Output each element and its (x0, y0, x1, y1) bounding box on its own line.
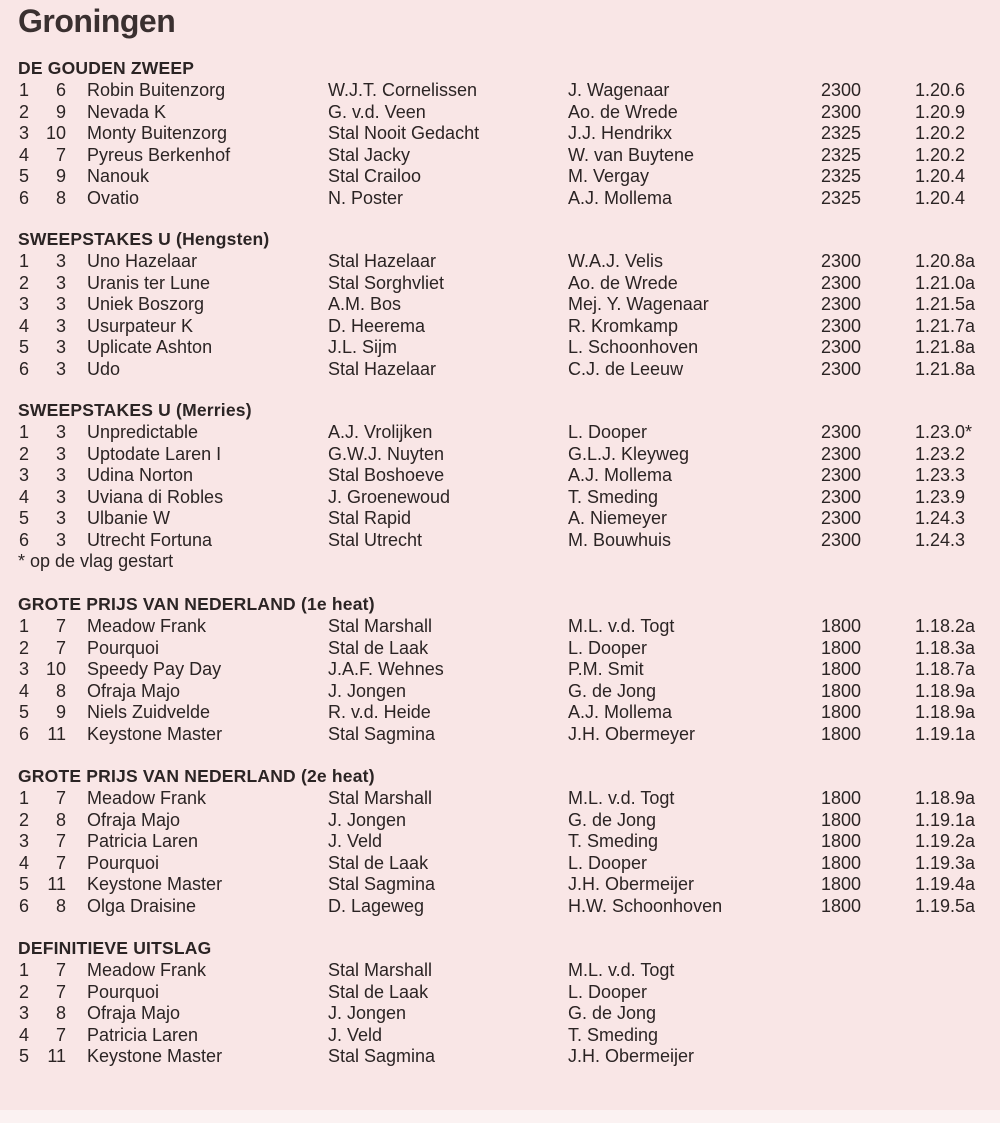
start-number: 11 (47, 723, 66, 744)
start-number: 3 (55, 529, 66, 550)
horse-name: Uviana di Robles (87, 486, 224, 507)
time: 1.19.5a (915, 895, 976, 916)
owner: J. Jongen (328, 1003, 407, 1023)
distance: 1800 (821, 831, 862, 851)
driver: A.J. Mollema (568, 465, 673, 485)
driver: G.L.J. Kleyweg (568, 443, 690, 464)
position: 6 (19, 895, 30, 916)
distance: 2300 (821, 465, 862, 485)
section-heading: GROTE PRIJS VAN NEDERLAND (1e heat) (18, 594, 375, 614)
horse-name: Udina Norton (87, 465, 194, 485)
driver: Mej. Y. Wagenaar (568, 294, 709, 314)
owner: D. Lageweg (328, 895, 425, 916)
start-number: 9 (55, 702, 66, 722)
position: 6 (19, 358, 30, 379)
result-row (0, 702, 1000, 724)
result-row (0, 853, 1000, 875)
start-number: 9 (55, 101, 66, 122)
start-number: 6 (55, 80, 66, 100)
horse-name: Udo (87, 358, 121, 379)
distance: 2300 (821, 80, 862, 100)
distance: 2325 (821, 166, 862, 186)
owner: Stal Rapid (328, 508, 412, 528)
horse-name: Pourquoi (87, 981, 160, 1002)
owner: J. Veld (328, 831, 383, 851)
result-row (0, 487, 1000, 509)
owner: G. v.d. Veen (328, 101, 426, 122)
owner: Stal Nooit Gedacht (328, 123, 480, 143)
driver: P.M. Smit (568, 659, 644, 679)
position: 2 (19, 809, 30, 830)
page-bottom-margin (0, 1110, 1000, 1123)
owner: Stal Hazelaar (328, 251, 437, 271)
position: 3 (19, 659, 30, 679)
horse-name: Ofraja Majo (87, 809, 181, 830)
distance: 2300 (821, 422, 862, 442)
start-number: 8 (55, 680, 66, 701)
result-row (0, 638, 1000, 660)
driver: M.L. v.d. Togt (568, 616, 675, 636)
owner: Stal Sagmina (328, 1046, 436, 1066)
owner: J. Veld (328, 1024, 383, 1045)
result-row (0, 788, 1000, 810)
distance: 1800 (821, 723, 862, 744)
result-row (0, 896, 1000, 918)
time: 1.20.6 (915, 80, 966, 100)
driver: J.H. Obermeijer (568, 874, 695, 894)
result-row (0, 982, 1000, 1004)
start-number: 7 (55, 981, 66, 1002)
result-row (0, 1025, 1000, 1047)
horse-name: Meadow Frank (87, 788, 207, 808)
owner: D. Heerema (328, 315, 426, 336)
position: 2 (19, 443, 30, 464)
start-number: 3 (55, 251, 66, 271)
driver: C.J. de Leeuw (568, 358, 684, 379)
start-number: 7 (55, 831, 66, 851)
owner: G.W.J. Nuyten (328, 443, 445, 464)
time: 1.19.4a (915, 874, 976, 894)
distance: 2300 (821, 272, 862, 293)
start-number: 3 (55, 358, 66, 379)
distance: 2300 (821, 529, 862, 550)
time: 1.21.0a (915, 272, 976, 293)
time: 1.20.4 (915, 166, 966, 186)
start-number: 7 (55, 637, 66, 658)
start-number: 8 (55, 1003, 66, 1023)
start-number: 8 (55, 895, 66, 916)
position: 2 (19, 272, 30, 293)
horse-name: Keystone Master (87, 723, 223, 744)
section-heading: DEFINITIEVE UITSLAG (18, 938, 212, 958)
horse-name: Uniek Boszorg (87, 294, 205, 314)
start-number: 7 (55, 852, 66, 873)
start-number: 11 (47, 874, 66, 894)
result-row (0, 874, 1000, 896)
position: 5 (19, 702, 30, 722)
distance: 2300 (821, 358, 862, 379)
start-number: 3 (55, 315, 66, 336)
driver: W. van Buytene (568, 144, 695, 165)
time: 1.21.5a (915, 294, 976, 314)
horse-name: Utrecht Fortuna (87, 529, 213, 550)
horse-name: Keystone Master (87, 1046, 223, 1066)
result-row (0, 188, 1000, 210)
distance: 1800 (821, 616, 862, 636)
result-row (0, 251, 1000, 273)
time: 1.20.2 (915, 144, 966, 165)
position: 5 (19, 508, 30, 528)
page-title: Groningen (18, 3, 176, 39)
horse-name: Nevada K (87, 101, 167, 122)
position: 3 (19, 294, 30, 314)
horse-name: Patricia Laren (87, 831, 199, 851)
owner: Stal Sagmina (328, 874, 436, 894)
position: 3 (19, 123, 30, 143)
owner: N. Poster (328, 187, 404, 208)
distance: 2300 (821, 508, 862, 528)
distance: 1800 (821, 680, 862, 701)
result-row (0, 960, 1000, 982)
owner: Stal Utrecht (328, 529, 423, 550)
start-number: 7 (55, 1024, 66, 1045)
position: 4 (19, 315, 30, 336)
position: 5 (19, 874, 30, 894)
driver: L. Dooper (568, 422, 648, 442)
owner: A.M. Bos (328, 294, 402, 314)
position: 3 (19, 465, 30, 485)
owner: Stal Sagmina (328, 723, 436, 744)
result-row (0, 659, 1000, 681)
owner: Stal Sorghvliet (328, 272, 445, 293)
driver: L. Schoonhoven (568, 337, 699, 357)
owner: Stal Boshoeve (328, 465, 445, 485)
horse-name: Ofraja Majo (87, 1003, 181, 1023)
position: 2 (19, 637, 30, 658)
horse-name: Speedy Pay Day (87, 659, 222, 679)
horse-name: Ovatio (87, 187, 140, 208)
start-number: 3 (55, 508, 66, 528)
position: 4 (19, 144, 30, 165)
distance: 2325 (821, 144, 862, 165)
distance: 1800 (821, 895, 862, 916)
distance: 2300 (821, 486, 862, 507)
start-number: 7 (55, 788, 66, 808)
owner: J. Groenewoud (328, 486, 451, 507)
time: 1.20.2 (915, 123, 966, 143)
time: 1.24.3 (915, 529, 966, 550)
distance: 1800 (821, 852, 862, 873)
horse-name: Niels Zuidvelde (87, 702, 211, 722)
start-number: 7 (55, 616, 66, 636)
section-heading: SWEEPSTAKES U (Merries) (18, 400, 252, 420)
owner: Stal de Laak (328, 637, 429, 658)
position: 4 (19, 680, 30, 701)
result-row (0, 80, 1000, 102)
distance: 1800 (821, 788, 862, 808)
owner: Stal Crailoo (328, 166, 422, 186)
distance: 2300 (821, 251, 862, 271)
position: 4 (19, 852, 30, 873)
start-number: 3 (55, 443, 66, 464)
time: 1.20.8a (915, 251, 976, 271)
start-number: 3 (55, 486, 66, 507)
distance: 1800 (821, 874, 862, 894)
driver: T. Smeding (568, 1024, 659, 1045)
owner: J.L. Sijm (328, 337, 398, 357)
owner: W.J.T. Cornelissen (328, 80, 478, 100)
driver: J.H. Obermeijer (568, 1046, 695, 1066)
start-number: 3 (55, 337, 66, 357)
distance: 1800 (821, 637, 862, 658)
section-heading: GROTE PRIJS VAN NEDERLAND (2e heat) (18, 766, 375, 786)
time: 1.19.1a (915, 809, 976, 830)
start-number: 10 (45, 659, 66, 679)
result-row (0, 681, 1000, 703)
horse-name: Uplicate Ashton (87, 337, 213, 357)
distance: 2300 (821, 294, 862, 314)
horse-name: Monty Buitenzorg (87, 123, 228, 143)
position: 3 (19, 831, 30, 851)
position: 1 (19, 788, 30, 808)
horse-name: Meadow Frank (87, 960, 207, 980)
owner: Stal Marshall (328, 788, 433, 808)
time: 1.24.3 (915, 508, 966, 528)
time: 1.19.2a (915, 831, 976, 851)
start-number: 11 (47, 1046, 66, 1066)
time: 1.18.9a (915, 702, 976, 722)
owner: Stal de Laak (328, 981, 429, 1002)
position: 6 (19, 723, 30, 744)
driver: H.W. Schoonhoven (568, 895, 723, 916)
driver: L. Dooper (568, 637, 648, 658)
driver: W.A.J. Velis (568, 251, 664, 271)
driver: M.L. v.d. Togt (568, 960, 675, 980)
result-row (0, 316, 1000, 338)
time: 1.18.9a (915, 788, 976, 808)
driver: Ao. de Wrede (568, 101, 678, 122)
distance: 2325 (821, 123, 862, 143)
result-row (0, 294, 1000, 316)
result-row (0, 724, 1000, 746)
driver: A.J. Mollema (568, 187, 673, 208)
distance: 2325 (821, 187, 862, 208)
driver: M. Vergay (568, 166, 650, 186)
horse-name: Olga Draisine (87, 895, 197, 916)
time: 1.21.8a (915, 358, 976, 379)
horse-name: Meadow Frank (87, 616, 207, 636)
horse-name: Ulbanie W (87, 508, 171, 528)
distance: 1800 (821, 702, 862, 722)
section-heading: DE GOUDEN ZWEEP (18, 58, 195, 78)
result-row (0, 102, 1000, 124)
start-number: 7 (55, 144, 66, 165)
owner: J. Jongen (328, 680, 407, 701)
result-row (0, 145, 1000, 167)
footnote: * op de vlag gestart (18, 551, 174, 571)
horse-name: Pourquoi (87, 852, 160, 873)
result-row (0, 123, 1000, 145)
position: 5 (19, 337, 30, 357)
start-number: 8 (55, 187, 66, 208)
distance: 1800 (821, 809, 862, 830)
owner: J. Jongen (328, 809, 407, 830)
driver: J.J. Hendrikx (568, 123, 673, 143)
time: 1.20.4 (915, 187, 966, 208)
start-number: 3 (55, 465, 66, 485)
position: 3 (19, 1003, 30, 1023)
horse-name: Robin Buitenzorg (87, 80, 226, 100)
owner: Stal de Laak (328, 852, 429, 873)
time: 1.18.2a (915, 616, 976, 636)
driver: A. Niemeyer (568, 508, 668, 528)
time: 1.21.7a (915, 315, 976, 336)
horse-name: Pyreus Berkenhof (87, 144, 231, 165)
driver: Ao. de Wrede (568, 272, 678, 293)
position: 2 (19, 981, 30, 1002)
position: 6 (19, 529, 30, 550)
driver: A.J. Mollema (568, 702, 673, 722)
time: 1.23.3 (915, 465, 966, 485)
position: 4 (19, 486, 30, 507)
driver: G. de Jong (568, 809, 657, 830)
horse-name: Patricia Laren (87, 1024, 199, 1045)
position: 5 (19, 166, 30, 186)
position: 6 (19, 187, 30, 208)
position: 2 (19, 101, 30, 122)
time: 1.18.9a (915, 680, 976, 701)
horse-name: Usurpateur K (87, 315, 194, 336)
driver: M. Bouwhuis (568, 529, 672, 550)
result-row (0, 273, 1000, 295)
time: 1.19.3a (915, 852, 976, 873)
result-row (0, 465, 1000, 487)
result-row (0, 166, 1000, 188)
owner: Stal Hazelaar (328, 358, 437, 379)
horse-name: Uranis ter Lune (87, 272, 211, 293)
position: 4 (19, 1024, 30, 1045)
position: 1 (19, 422, 30, 442)
result-row (0, 530, 1000, 552)
time: 1.18.7a (915, 659, 976, 679)
distance: 1800 (821, 659, 862, 679)
result-row (0, 508, 1000, 530)
owner: Stal Jacky (328, 144, 411, 165)
result-row (0, 831, 1000, 853)
result-row (0, 810, 1000, 832)
driver: L. Dooper (568, 981, 648, 1002)
driver: J. Wagenaar (568, 80, 670, 100)
owner: J.A.F. Wehnes (328, 659, 444, 679)
owner: R. v.d. Heide (328, 702, 431, 722)
time: 1.21.8a (915, 337, 976, 357)
horse-name: Unpredictable (87, 422, 199, 442)
time: 1.23.9 (915, 486, 966, 507)
result-row (0, 444, 1000, 466)
time: 1.20.9 (915, 101, 966, 122)
driver: T. Smeding (568, 486, 659, 507)
time: 1.23.0* (915, 422, 973, 442)
time: 1.23.2 (915, 443, 966, 464)
start-number: 10 (45, 123, 66, 143)
start-number: 3 (55, 294, 66, 314)
start-number: 3 (55, 272, 66, 293)
result-row (0, 359, 1000, 381)
position: 1 (19, 251, 30, 271)
horse-name: Uptodate Laren I (87, 443, 222, 464)
driver: R. Kromkamp (568, 315, 679, 336)
horse-name: Keystone Master (87, 874, 223, 894)
horse-name: Pourquoi (87, 637, 160, 658)
driver: M.L. v.d. Togt (568, 788, 675, 808)
time: 1.18.3a (915, 637, 976, 658)
start-number: 8 (55, 809, 66, 830)
result-row (0, 616, 1000, 638)
result-row (0, 1046, 1000, 1068)
driver: G. de Jong (568, 680, 657, 701)
section-heading: SWEEPSTAKES U (Hengsten) (18, 229, 270, 249)
driver: L. Dooper (568, 852, 648, 873)
position: 1 (19, 616, 30, 636)
result-row (0, 422, 1000, 444)
owner: A.J. Vrolijken (328, 422, 433, 442)
distance: 2300 (821, 315, 862, 336)
start-number: 7 (55, 960, 66, 980)
owner: Stal Marshall (328, 960, 433, 980)
horse-name: Ofraja Majo (87, 680, 181, 701)
horse-name: Nanouk (87, 166, 150, 186)
distance: 2300 (821, 443, 862, 464)
position: 1 (19, 80, 30, 100)
time: 1.19.1a (915, 723, 976, 744)
result-row (0, 337, 1000, 359)
driver: J.H. Obermeyer (568, 723, 696, 744)
driver: T. Smeding (568, 831, 659, 851)
distance: 2300 (821, 101, 862, 122)
distance: 2300 (821, 337, 862, 357)
position: 5 (19, 1046, 30, 1066)
driver: G. de Jong (568, 1003, 657, 1023)
start-number: 3 (55, 422, 66, 442)
position: 1 (19, 960, 30, 980)
owner: Stal Marshall (328, 616, 433, 636)
start-number: 9 (55, 166, 66, 186)
horse-name: Uno Hazelaar (87, 251, 198, 271)
result-row (0, 1003, 1000, 1025)
